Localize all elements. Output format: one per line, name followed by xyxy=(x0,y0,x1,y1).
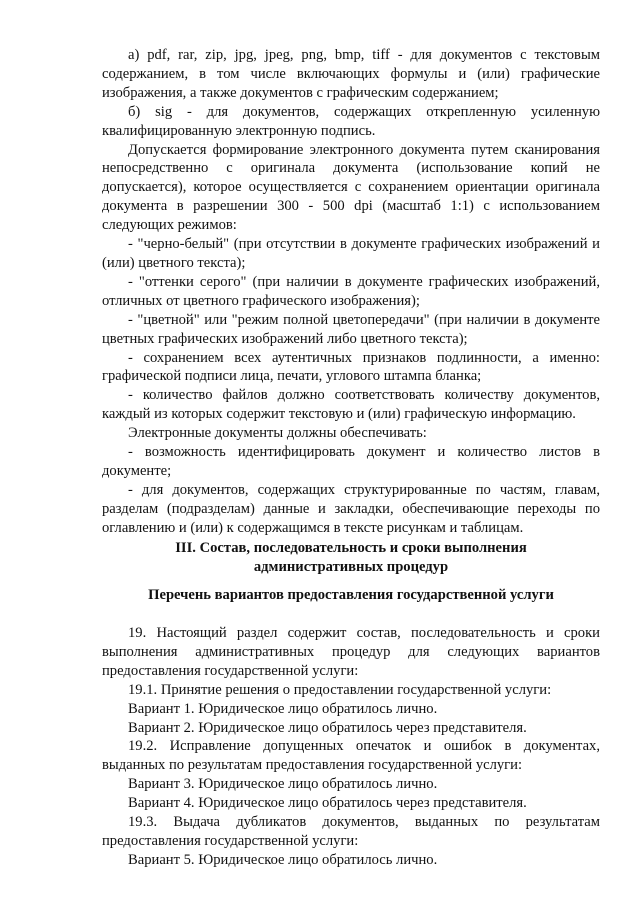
paragraph: 19.2. Исправление допущенных опечаток и ошибок в документах, выданных по результатам предоставления государственной услуги: xyxy=(102,738,600,774)
paragraph: Электронные документы должны обеспечивать: xyxy=(128,425,427,442)
paragraph: - "оттенки серого" (при наличии в документе графических изображений, отличных от цветного графического изображения); xyxy=(102,273,600,309)
paragraph: - "цветной" или "режим полной цветопередачи" (при наличии в документе цветных графических изображений либо цветного текста); xyxy=(102,311,600,347)
paragraph: Допускается формирование электронного документа путем сканирования непосредственно с оригинала документа (использование копий не допускается), которое осуществляется с сохранением ориентации оригинала документа в разрешении 300 - 500 dpi (масштаб 1:1) с использованием следующих режимов: xyxy=(102,141,600,234)
paragraph: Вариант 1. Юридическое лицо обратилось лично. xyxy=(128,700,438,717)
paragraph: - количество файлов должно соответствовать количеству документов, каждый из которых содержит текстовую и (или) графическую информацию. xyxy=(102,387,600,423)
paragraph: Вариант 3. Юридическое лицо обратилось лично. xyxy=(128,776,438,793)
section-heading-line: административных процедур xyxy=(253,558,449,575)
paragraph: 19.1. Принятие решения о предоставлении государственной услуги: xyxy=(128,681,552,698)
paragraph: - для документов, содержащих структурированные по частям, главам, разделам (подразделам) данные и закладки, обеспечивающие переходы по оглавлению и (или) к содержащимся в тексте рисункам и таблицам. xyxy=(102,481,600,536)
paragraph: Вариант 2. Юридическое лицо обратилось через представителя. xyxy=(128,719,527,736)
paragraph: - сохранением всех аутентичных признаков подлинности, а именно: графической подписи лица, печати, углового штампа бланка; xyxy=(102,349,600,385)
paragraph: Вариант 5. Юридическое лицо обратилось лично. xyxy=(128,851,438,868)
paragraph: б) sig - для документов, содержащих открепленную усиленную квалифицированную электронную подпись. xyxy=(102,103,600,139)
paragraph: 19.3. Выдача дубликатов документов, выданных по результатам предоставления государственной услуги: xyxy=(102,814,600,849)
file-formats-section xyxy=(102,46,600,538)
section-heading-line: III. Состав, последовательность и сроки выполнения xyxy=(175,540,527,556)
section-heading xyxy=(102,539,600,577)
subheading: Перечень вариантов предоставления государственной услуги xyxy=(148,587,554,603)
paragraph: 19. Настоящий раздел содержит состав, последовательность и сроки выполнения административных процедур для следующих вариантов предоставления государственной услуги: xyxy=(102,625,600,679)
paragraph: Вариант 4. Юридическое лицо обратилось через представителя. xyxy=(128,795,527,812)
variants-section xyxy=(102,624,600,870)
paragraph: - "черно-белый" (при отсутствии в документе графических изображений и (или) цветного текста); xyxy=(102,236,600,271)
paragraph: - возможность идентифицировать документ и количество листов в документе; xyxy=(102,444,600,479)
paragraph: а) pdf, rar, zip, jpg, jpeg, png, bmp, tiff - для документов с текстовым содержанием, в том числе включающих формулы и (или) графические изображения, а также документов с графическим содержанием; xyxy=(102,47,600,101)
